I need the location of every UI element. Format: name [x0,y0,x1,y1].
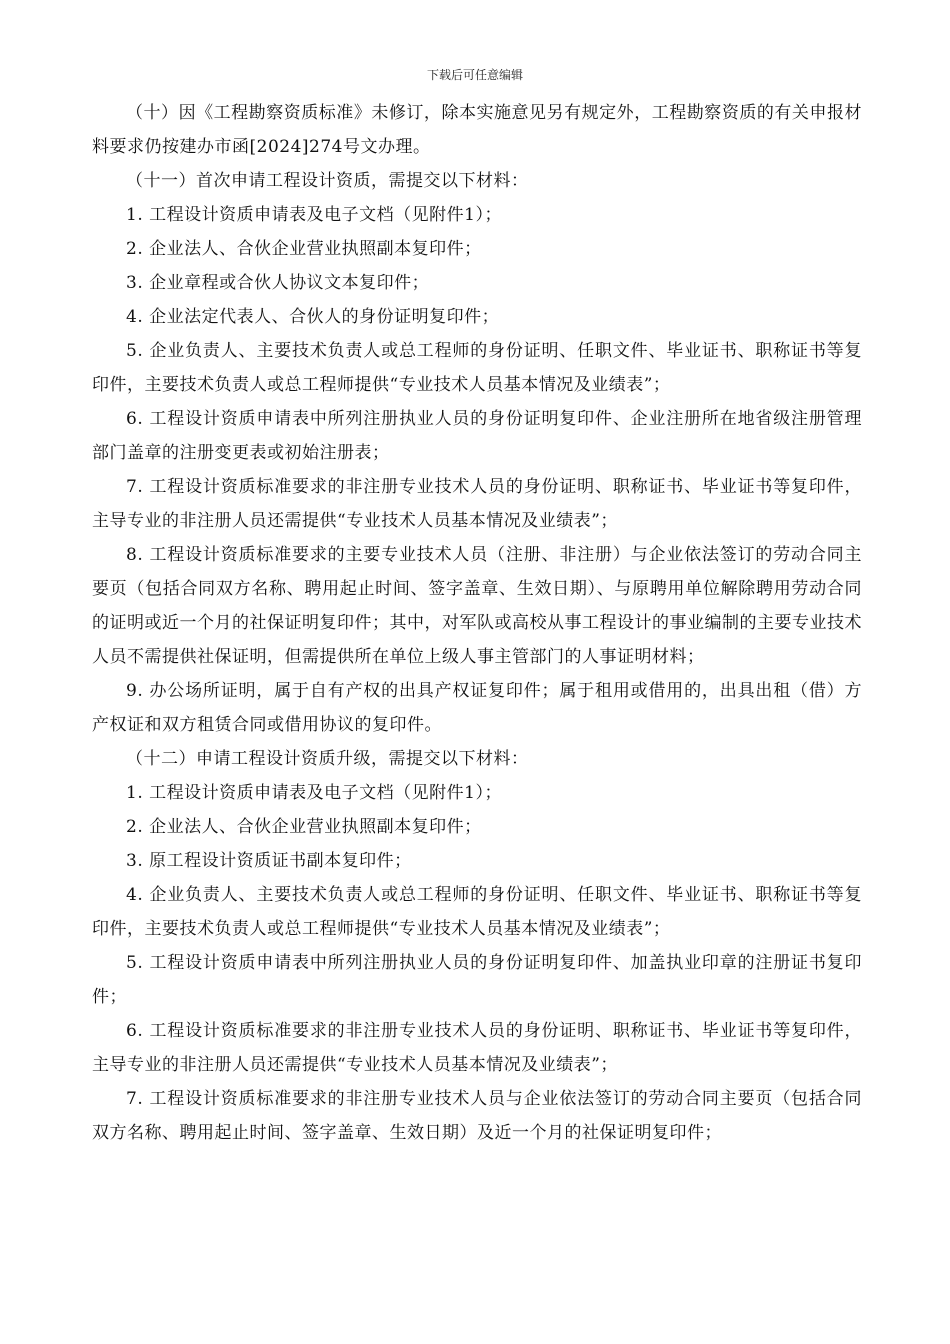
list-item: 8. 工程设计资质标准要求的主要专业技术人员（注册、非注册）与企业依法签订的劳动合同主要页（包括合同双方名称、聘用起止时间、签字盖章、生效日期）、与原聘用单位解除聘用劳动合同的证明或近一个月的社保证明复印件；其中，对军队或高校从事工程设计的事业编制的主要专业技术人员不需提供社保证明，但需提供所在单位上级人事主管部门的人事证明材料； [92,545,862,667]
list-item: 3. 原工程设计资质证书副本复印件； [126,851,412,871]
list-item: 6. 工程设计资质标准要求的非注册专业技术人员的身份证明、职称证书、毕业证书等复印件，主导专业的非注册人员还需提供“专业技术人员基本情况及业绩表”； [92,1021,862,1075]
list-item: 2. 企业法人、合伙企业营业执照副本复印件； [126,239,482,259]
section-heading: （十一）首次申请工程设计资质，需提交以下材料： [126,171,529,191]
section-heading: （十二）申请工程设计资质升级，需提交以下材料： [126,749,529,769]
list-item: 2. 企业法人、合伙企业营业执照副本复印件； [126,817,482,837]
list-item: 6. 工程设计资质申请表中所列注册执业人员的身份证明复印件、企业注册所在地省级注册管理部门盖章的注册变更表或初始注册表； [92,409,862,463]
list-item: 5. 工程设计资质申请表中所列注册执业人员的身份证明复印件、加盖执业印章的注册证书复印件； [92,953,862,1007]
list-item: 1. 工程设计资质申请表及电子文档（见附件1）； [126,783,502,803]
list-item: 4. 企业法定代表人、合伙人的身份证明复印件； [126,307,500,327]
document-body [92,96,862,1150]
list-item: 7. 工程设计资质标准要求的非注册专业技术人员与企业依法签订的劳动合同主要页（包括合同双方名称、聘用起止时间、签字盖章、生效日期）及近一个月的社保证明复印件； [92,1089,862,1143]
list-item: 9. 办公场所证明，属于自有产权的出具产权证复印件；属于租用或借用的，出具出租（借）方产权证和双方租赁合同或借用协议的复印件。 [92,681,862,735]
list-item: 1. 工程设计资质申请表及电子文档（见附件1）； [126,205,502,225]
list-item: 4. 企业负责人、主要技术负责人或总工程师的身份证明、任职文件、毕业证书、职称证书等复印件，主要技术负责人或总工程师提供“专业技术人员基本情况及业绩表”； [92,885,862,939]
list-item: 7. 工程设计资质标准要求的非注册专业技术人员的身份证明、职称证书、毕业证书等复印件，主导专业的非注册人员还需提供“专业技术人员基本情况及业绩表”； [92,477,862,531]
page-header-note: 下载后可任意编辑 [426,68,523,82]
list-item: 3. 企业章程或合伙人协议文本复印件； [126,273,430,293]
paragraph: （十）因《工程勘察资质标准》未修订，除本实施意见另有规定外，工程勘察资质的有关申报材料要求仍按建办市函[2024]274号文办理。 [92,103,862,157]
list-item: 5. 企业负责人、主要技术负责人或总工程师的身份证明、任职文件、毕业证书、职称证书等复印件，主要技术负责人或总工程师提供“专业技术人员基本情况及业绩表”； [92,341,862,395]
